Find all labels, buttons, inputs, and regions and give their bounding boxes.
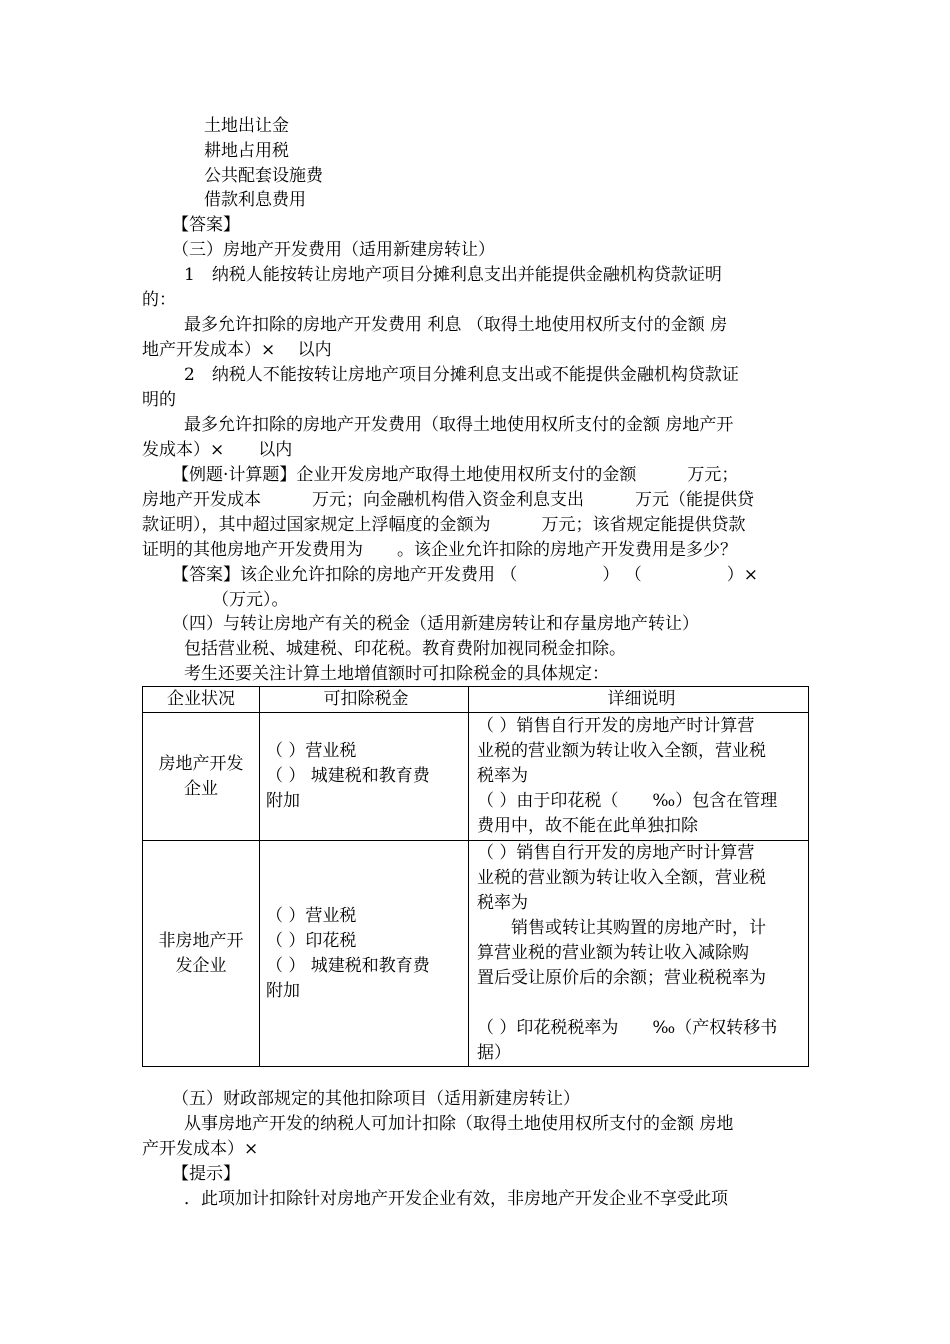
- text-line: 发成本）× 以内: [142, 440, 293, 460]
- example-line: 房地产开发成本 万元；向金融机构借入资金利息支出 万元（能提供贷: [142, 490, 754, 510]
- text-line: 包括营业税、城建税、印花税。教育费附加视同税金扣除。: [184, 639, 626, 659]
- section-heading: （四）与转让房地产有关的税金（适用新建房转让和存量房地产转让）: [172, 614, 699, 634]
- answer-heading: 【答案】: [172, 215, 240, 235]
- text-line: 的：: [142, 290, 176, 310]
- text-line: 考生还要关注计算土地增值额时可扣除税金的具体规定：: [184, 664, 609, 684]
- text-line: 1 纳税人能按转让房地产项目分摊利息支出并能提供金融机构贷款证明: [184, 265, 722, 285]
- text-line: 从事房地产开发的纳税人可加计扣除（取得土地使用权所支付的金额 房地: [184, 1114, 734, 1134]
- text-line: 最多允许扣除的房地产开发费用（取得土地使用权所支付的金额 房地产开: [184, 415, 734, 435]
- status-cell: 非房地产开 发企业: [143, 841, 260, 1067]
- text-line: 借款利息费用: [204, 190, 306, 210]
- text-line: 公共配套设施费: [204, 166, 323, 186]
- example-line: 证明的其他房地产开发费用为 。该企业允许扣除的房地产开发费用是多少？: [142, 540, 737, 560]
- header-cell: 企业状况: [143, 687, 260, 713]
- details-cell: （ ）销售自行开发的房地产时计算营 业税的营业额为转让收入全额，营业税 税率为 （ ）由于印花税（ ‰）包含在管理 费用中，故不能在此单独扣除: [469, 713, 809, 841]
- taxes-cell: （ ）营业税 （ ）印花税 （ ） 城建税和教育费 附加: [260, 841, 469, 1067]
- text-line: 2 纳税人不能按转让房地产项目分摊利息支出或不能提供金融机构贷款证: [184, 365, 739, 385]
- text-line: 地产开发成本）× 以内: [142, 340, 332, 360]
- section-heading: （五）财政部规定的其他扣除项目（适用新建房转让）: [172, 1089, 580, 1109]
- text-line: 最多允许扣除的房地产开发费用 利息 （取得土地使用权所支付的金额 房: [184, 315, 728, 335]
- table-row: [143, 713, 809, 841]
- header-cell: 详细说明: [469, 687, 809, 713]
- table-row: [143, 841, 809, 1067]
- text-line: 明的: [142, 390, 176, 410]
- deductible-tax-table: [142, 686, 809, 1067]
- section-heading: （三）房地产开发费用（适用新建房转让）: [172, 240, 495, 260]
- tip-heading: 【提示】: [172, 1164, 240, 1184]
- table-header-row: [143, 687, 809, 713]
- status-cell: 房地产开发 企业: [143, 713, 260, 841]
- answer-line: （万元）。: [212, 590, 289, 610]
- details-cell: （ ）销售自行开发的房地产时计算营 业税的营业额为转让收入全额，营业税 税率为 销售或转让其购置的房地产时，计 算营业税的营业额为转让收入减除购 置后受让原价后的余额；营业税税率为 （ ）印花税税率为 ‰（产权转移书 据）: [469, 841, 809, 1067]
- header-cell: 可扣除税金: [260, 687, 469, 713]
- text-line: ．此项加计扣除针对房地产开发企业有效，非房地产开发企业不享受此项: [184, 1189, 728, 1209]
- example-line: 款证明），其中超过国家规定上浮幅度的金额为 万元；该省规定能提供贷款: [142, 515, 746, 535]
- answer-line: 【答案】该企业允许扣除的房地产开发费用 （ ） （ ）×: [172, 565, 759, 585]
- example-line: 【例题·计算题】企业开发房地产取得土地使用权所支付的金额 万元；: [172, 465, 739, 485]
- text-line: 土地出让金: [204, 116, 289, 136]
- taxes-cell: （ ）营业税 （ ） 城建税和教育费 附加: [260, 713, 469, 841]
- text-line: 耕地占用税: [204, 141, 289, 161]
- text-line: 产开发成本）×: [142, 1139, 259, 1159]
